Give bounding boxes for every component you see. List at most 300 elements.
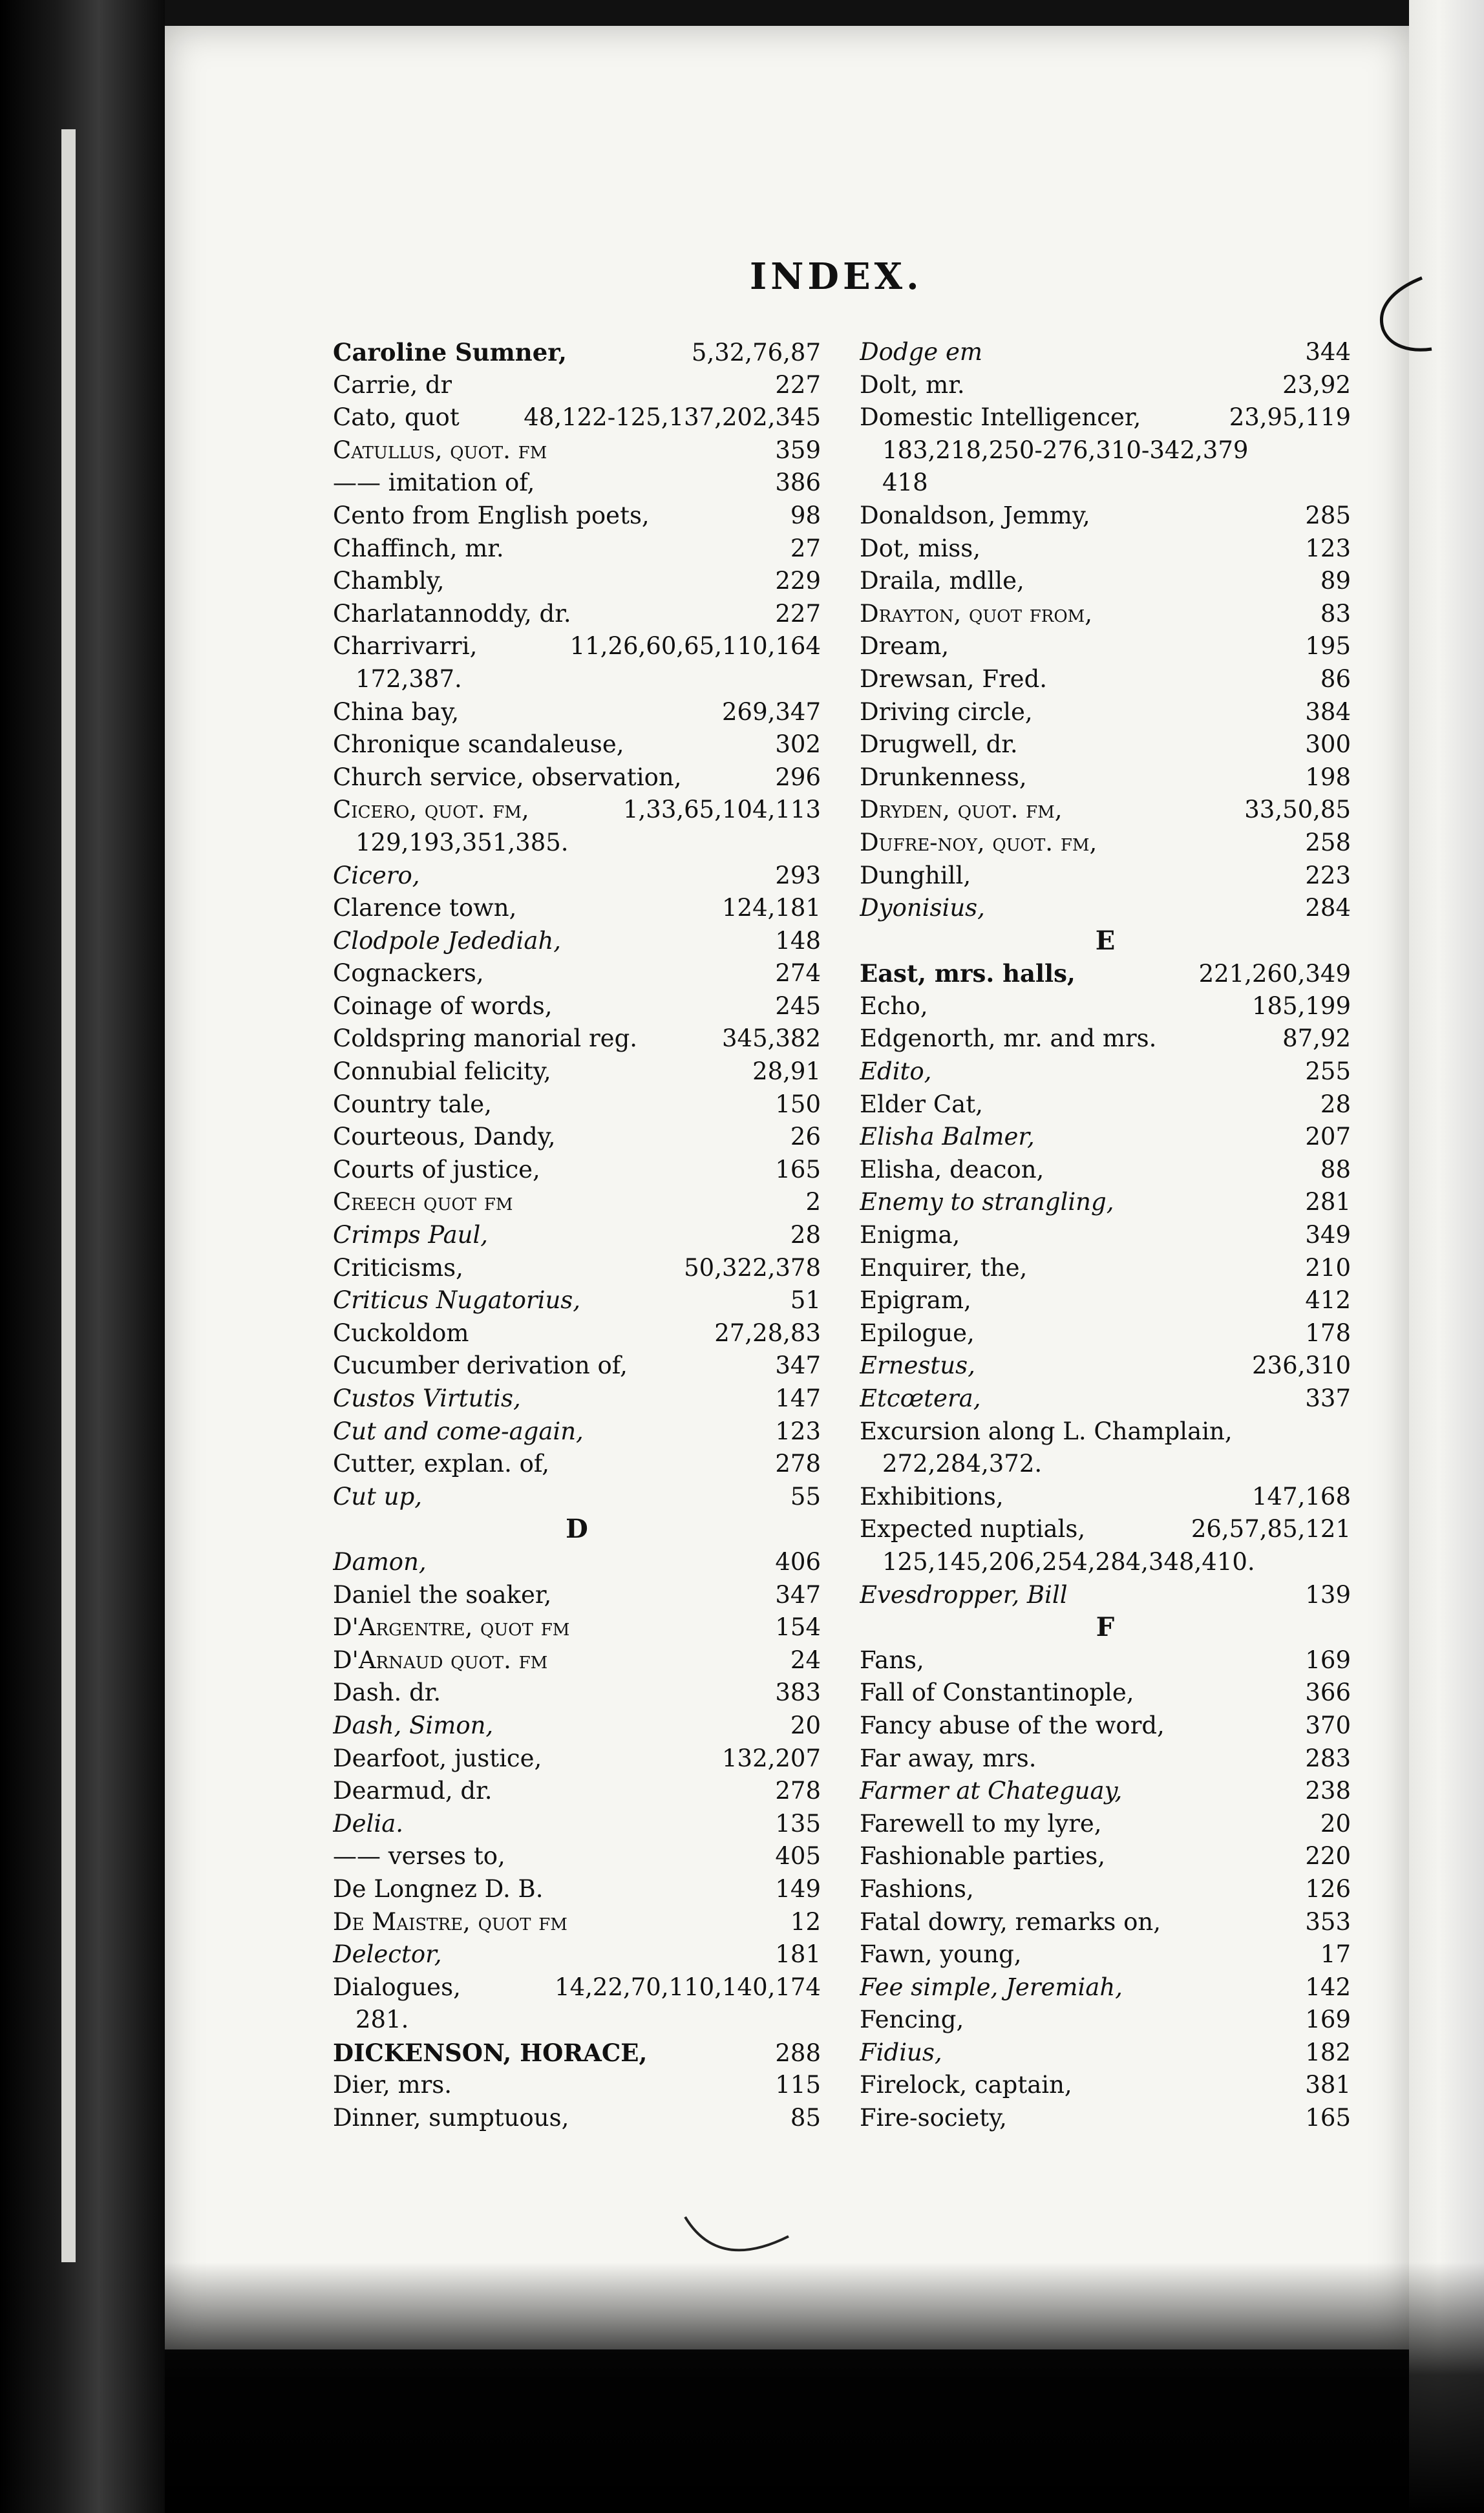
pen-mark bbox=[1364, 271, 1435, 362]
index-entry bbox=[860, 1416, 1351, 1448]
index-entry bbox=[333, 1971, 821, 2004]
index-entry bbox=[333, 336, 821, 369]
index-entry bbox=[333, 827, 821, 860]
index-entry bbox=[860, 467, 1351, 500]
entry-pages: 154 bbox=[775, 1613, 821, 1642]
index-entry bbox=[333, 1677, 821, 1710]
index-entry bbox=[333, 1611, 821, 1644]
entry-text: Country tale, bbox=[333, 1090, 492, 1118]
entry-text: Cicero, quot. fm, bbox=[333, 796, 529, 824]
entry-text: Dream, bbox=[860, 632, 949, 661]
index-entry bbox=[333, 990, 821, 1023]
entry-text: Criticisms, bbox=[333, 1253, 463, 1282]
entry-pages: 169 bbox=[1305, 1646, 1351, 1674]
index-entry bbox=[333, 1055, 821, 1088]
entry-pages: 87,92 bbox=[1282, 1024, 1351, 1053]
index-entry bbox=[333, 1317, 821, 1350]
entry-pages: 50,322,378 bbox=[684, 1253, 821, 1282]
entry-text: Dyonisius, bbox=[860, 894, 985, 922]
entry-pages: 258 bbox=[1305, 828, 1351, 856]
entry-pages: 366 bbox=[1305, 1679, 1351, 1707]
entry-pages: 26 bbox=[790, 1123, 821, 1151]
index-column-right bbox=[860, 336, 1351, 2135]
entry-text: Delector, bbox=[333, 1940, 442, 1969]
entry-pages: 83 bbox=[1320, 599, 1351, 628]
entry-pages: 150 bbox=[775, 1090, 821, 1118]
entry-text: 418 bbox=[882, 469, 928, 497]
index-entry bbox=[333, 1121, 821, 1154]
entry-pages: 337 bbox=[1305, 1384, 1351, 1412]
entry-pages: 169 bbox=[1305, 2006, 1351, 2034]
entry-text: D'Argentre, quot fm bbox=[333, 1613, 570, 1642]
section-letter bbox=[333, 1513, 821, 1546]
entry-text: Chronique scandaleuse, bbox=[333, 730, 624, 759]
index-entry bbox=[333, 1088, 821, 1121]
entry-text: Cut up, bbox=[333, 1482, 423, 1511]
index-entry bbox=[860, 1710, 1351, 1743]
entry-pages: 229 bbox=[775, 567, 821, 595]
entry-text: 172,387. bbox=[355, 664, 462, 693]
entry-text: Caroline Sumner, bbox=[333, 338, 567, 366]
entry-text: Far away, mrs. bbox=[860, 1744, 1037, 1772]
entry-pages: 98 bbox=[790, 501, 821, 529]
index-entry bbox=[333, 1873, 821, 1906]
entry-text: D bbox=[566, 1514, 588, 1545]
entry-pages: 11,26,60,65,110,164 bbox=[569, 632, 821, 661]
index-entry bbox=[860, 1088, 1351, 1121]
index-entry bbox=[860, 728, 1351, 761]
entry-pages: 28 bbox=[1320, 1090, 1351, 1118]
entry-text: Creech quot fm bbox=[333, 1188, 513, 1216]
index-entry bbox=[333, 1350, 821, 1383]
index-entry bbox=[333, 1416, 821, 1448]
entry-text: Dinner, sumptuous, bbox=[333, 2104, 569, 2132]
entry-pages: 278 bbox=[775, 1450, 821, 1478]
entry-pages: 178 bbox=[1305, 1319, 1351, 1347]
entry-text: Daniel the soaker, bbox=[333, 1580, 552, 1609]
entry-pages: 345,382 bbox=[721, 1024, 821, 1053]
index-entry bbox=[333, 1938, 821, 1971]
entry-pages: 5,32,76,87 bbox=[691, 339, 821, 366]
entry-pages: 238 bbox=[1305, 1777, 1351, 1805]
index-entry bbox=[333, 500, 821, 533]
index-entry bbox=[860, 892, 1351, 925]
index-entry bbox=[333, 533, 821, 566]
index-entry bbox=[333, 1840, 821, 1873]
entry-pages: 221,260,349 bbox=[1198, 960, 1351, 988]
entry-text: Damon, bbox=[333, 1547, 427, 1576]
index-entry bbox=[860, 1055, 1351, 1088]
entry-text: —— verses to, bbox=[333, 1842, 505, 1871]
index-entry bbox=[333, 728, 821, 761]
entry-text: Charrivarri, bbox=[333, 632, 478, 661]
entry-text: Drunkenness, bbox=[860, 763, 1027, 791]
entry-pages: 181 bbox=[775, 1940, 821, 1969]
entry-text: Exhibitions, bbox=[860, 1482, 1004, 1511]
entry-pages: 384 bbox=[1305, 697, 1351, 726]
entry-text: De Maistre, quot fm bbox=[333, 1907, 567, 1936]
entry-pages: 17 bbox=[1320, 1940, 1351, 1969]
entry-text: Drugwell, dr. bbox=[860, 730, 1018, 759]
entry-text: Cucumber derivation of, bbox=[333, 1352, 628, 1380]
entry-pages: 281 bbox=[1305, 1188, 1351, 1216]
index-entry bbox=[860, 1546, 1351, 1579]
entry-pages: 88 bbox=[1320, 1155, 1351, 1183]
entry-pages: 51 bbox=[790, 1286, 821, 1315]
entry-text: Dash, Simon, bbox=[333, 1711, 494, 1739]
entry-text: Drewsan, Fred. bbox=[860, 664, 1048, 693]
entry-pages: 347 bbox=[775, 1352, 821, 1380]
entry-pages: 182 bbox=[1305, 2038, 1351, 2066]
entry-text: 281. bbox=[355, 2006, 409, 2034]
index-entry bbox=[333, 401, 821, 434]
entry-text: Fashions, bbox=[860, 1874, 974, 1903]
entry-text: Cutter, explan. of, bbox=[333, 1450, 550, 1478]
index-entry bbox=[333, 892, 821, 925]
entry-text: Drayton, quot from, bbox=[860, 599, 1093, 628]
index-entry bbox=[860, 1677, 1351, 1710]
entry-text: Dearmud, dr. bbox=[333, 1777, 493, 1805]
entry-text: —— imitation of, bbox=[333, 469, 535, 497]
entry-pages: 236,310 bbox=[1251, 1352, 1351, 1380]
entry-text: E bbox=[1095, 925, 1116, 956]
entry-pages: 55 bbox=[790, 1482, 821, 1511]
index-entry bbox=[860, 1186, 1351, 1219]
entry-pages: 269,347 bbox=[721, 697, 821, 726]
entry-pages: 33,50,85 bbox=[1244, 796, 1351, 824]
entry-pages: 132,207 bbox=[721, 1744, 821, 1772]
entry-text: Dolt, mr. bbox=[860, 370, 965, 399]
entry-pages: 89 bbox=[1320, 567, 1351, 595]
index-entry bbox=[860, 2004, 1351, 2037]
entry-text: 272,284,372. bbox=[882, 1450, 1043, 1478]
entry-text: Enquirer, the, bbox=[860, 1253, 1028, 1282]
entry-text: Evesdropper, Bill bbox=[860, 1580, 1068, 1609]
entry-pages: 1,33,65,104,113 bbox=[623, 796, 821, 824]
entry-text: Fancy abuse of the word, bbox=[860, 1711, 1165, 1739]
entry-text: Echo, bbox=[860, 991, 928, 1020]
entry-pages: 359 bbox=[775, 436, 821, 464]
entry-pages: 227 bbox=[775, 370, 821, 399]
index-entry bbox=[333, 1743, 821, 1776]
entry-pages: 23,95,119 bbox=[1229, 403, 1351, 432]
entry-pages: 26,57,85,121 bbox=[1191, 1515, 1351, 1543]
entry-text: Dodge em bbox=[860, 338, 982, 366]
entry-pages: 85 bbox=[790, 2104, 821, 2132]
entry-text: Dot, miss, bbox=[860, 534, 980, 562]
index-entry bbox=[860, 1023, 1351, 1055]
index-entry bbox=[333, 663, 821, 696]
entry-text: Fatal dowry, remarks on, bbox=[860, 1907, 1161, 1936]
entry-pages: 381 bbox=[1305, 2071, 1351, 2099]
entry-pages: 139 bbox=[1305, 1580, 1351, 1609]
entry-text: Chaffinch, mr. bbox=[333, 534, 504, 562]
entry-text: Courteous, Dandy, bbox=[333, 1123, 556, 1151]
entry-pages: 284 bbox=[1305, 894, 1351, 922]
entry-text: Elisha Balmer, bbox=[860, 1123, 1035, 1151]
index-entry bbox=[860, 500, 1351, 533]
index-column-left bbox=[333, 336, 821, 2135]
index-entry bbox=[333, 1154, 821, 1187]
entry-pages: 24 bbox=[790, 1646, 821, 1674]
entry-pages: 288 bbox=[775, 2039, 821, 2067]
index-entry bbox=[333, 1546, 821, 1579]
book-spine bbox=[0, 0, 165, 2513]
entry-pages: 386 bbox=[775, 469, 821, 497]
entry-text: Fidius, bbox=[860, 2038, 942, 2066]
section-letter bbox=[860, 1611, 1351, 1644]
index-entry bbox=[860, 1121, 1351, 1154]
index-entry bbox=[333, 1284, 821, 1317]
index-entry bbox=[860, 1743, 1351, 1776]
entry-text: Clarence town, bbox=[333, 894, 517, 922]
index-entry bbox=[860, 336, 1351, 369]
entry-text: Dunghill, bbox=[860, 861, 971, 889]
entry-pages: 148 bbox=[775, 926, 821, 955]
entry-pages: 245 bbox=[775, 991, 821, 1020]
entry-pages: 165 bbox=[1305, 2104, 1351, 2132]
index-entry bbox=[333, 369, 821, 402]
index-entry bbox=[333, 1808, 821, 1841]
entry-pages: 210 bbox=[1305, 1253, 1351, 1282]
index-entry bbox=[860, 1317, 1351, 1350]
entry-text: Expected nuptials, bbox=[860, 1515, 1086, 1543]
entry-text: Edito, bbox=[860, 1057, 932, 1086]
index-entry bbox=[860, 1873, 1351, 1906]
index-entry bbox=[860, 533, 1351, 566]
entry-text: Charlatannoddy, dr. bbox=[333, 599, 571, 628]
index-entry bbox=[860, 990, 1351, 1023]
entry-pages: 123 bbox=[1305, 534, 1351, 562]
entry-pages: 207 bbox=[1305, 1123, 1351, 1151]
index-entry bbox=[333, 1775, 821, 1808]
entry-text: Etcœtera, bbox=[860, 1384, 981, 1412]
index-entry bbox=[860, 598, 1351, 631]
index-entry bbox=[860, 1481, 1351, 1514]
entry-text: Catullus, quot. fm bbox=[333, 436, 547, 464]
entry-text: Draila, mdlle, bbox=[860, 567, 1024, 595]
entry-pages: 349 bbox=[1305, 1221, 1351, 1249]
pen-mark bbox=[679, 2211, 795, 2269]
index-entry bbox=[333, 1906, 821, 1939]
entry-pages: 283 bbox=[1305, 1744, 1351, 1772]
entry-pages: 406 bbox=[775, 1547, 821, 1576]
entry-pages: 293 bbox=[775, 861, 821, 889]
entry-text: Dier, mrs. bbox=[333, 2071, 452, 2099]
index-entry bbox=[860, 434, 1351, 467]
entry-pages: 347 bbox=[775, 1580, 821, 1609]
index-entry bbox=[333, 1219, 821, 1252]
index-entry bbox=[860, 2102, 1351, 2135]
entry-text: Coldspring manorial reg. bbox=[333, 1024, 638, 1053]
entry-text: Driving circle, bbox=[860, 697, 1033, 726]
index-entry bbox=[860, 761, 1351, 794]
index-entry bbox=[333, 2069, 821, 2102]
index-entry bbox=[860, 663, 1351, 696]
entry-pages: 142 bbox=[1305, 1973, 1351, 2001]
index-entry bbox=[860, 696, 1351, 729]
index-entry bbox=[333, 1481, 821, 1514]
index-entry bbox=[860, 794, 1351, 827]
entry-pages: 198 bbox=[1305, 763, 1351, 791]
entry-pages: 353 bbox=[1305, 1907, 1351, 1936]
entry-text: DICKENSON, HORACE, bbox=[333, 2038, 648, 2067]
entry-text: Edgenorth, mr. and mrs. bbox=[860, 1024, 1157, 1053]
entry-pages: 28 bbox=[790, 1221, 821, 1249]
entry-pages: 2 bbox=[805, 1188, 821, 1216]
entry-pages: 147 bbox=[775, 1384, 821, 1412]
entry-pages: 195 bbox=[1305, 632, 1351, 661]
entry-pages: 278 bbox=[775, 1777, 821, 1805]
index-entry bbox=[333, 696, 821, 729]
entry-text: Epilogue, bbox=[860, 1319, 975, 1347]
index-entry bbox=[860, 860, 1351, 893]
index-entry bbox=[333, 2004, 821, 2037]
index-entry bbox=[333, 2102, 821, 2135]
entry-text: Fashionable parties, bbox=[860, 1842, 1105, 1871]
entry-pages: 405 bbox=[775, 1842, 821, 1871]
index-entry bbox=[333, 598, 821, 631]
entry-text: Fire-society, bbox=[860, 2104, 1007, 2132]
entry-text: Fee simple, Jeremiah, bbox=[860, 1973, 1123, 2001]
index-entry bbox=[860, 1383, 1351, 1416]
entry-pages: 147,168 bbox=[1251, 1482, 1351, 1511]
index-entry bbox=[860, 1513, 1351, 1546]
index-entry bbox=[333, 1383, 821, 1416]
index-entry bbox=[860, 1775, 1351, 1808]
index-entry bbox=[333, 761, 821, 794]
index-entry bbox=[860, 1284, 1351, 1317]
entry-text: Clodpole Jedediah, bbox=[333, 926, 562, 955]
index-entry bbox=[860, 369, 1351, 402]
index-entry bbox=[333, 565, 821, 598]
entry-pages: 20 bbox=[790, 1711, 821, 1739]
bottom-shadow bbox=[165, 2262, 1484, 2513]
index-entry bbox=[860, 1350, 1351, 1383]
entry-text: Cuckoldom bbox=[333, 1319, 469, 1347]
entry-text: Coinage of words, bbox=[333, 991, 553, 1020]
index-entry bbox=[333, 1579, 821, 1612]
entry-pages: 344 bbox=[1305, 338, 1351, 366]
entry-pages: 28,91 bbox=[752, 1057, 821, 1086]
entry-text: Dearfoot, justice, bbox=[333, 1744, 542, 1772]
entry-text: China bay, bbox=[333, 697, 460, 726]
index-entry bbox=[860, 827, 1351, 860]
index-entry bbox=[333, 1252, 821, 1285]
entry-text: Domestic Intelligencer, bbox=[860, 403, 1141, 432]
entry-text: Dialogues, bbox=[333, 1973, 461, 2001]
entry-pages: 285 bbox=[1305, 501, 1351, 529]
entry-pages: 274 bbox=[775, 959, 821, 988]
entry-text: De Longnez D. B. bbox=[333, 1874, 544, 1903]
index-entry bbox=[860, 401, 1351, 434]
index-entry bbox=[860, 957, 1351, 990]
entry-text: Farewell to my lyre, bbox=[860, 1809, 1102, 1838]
entry-pages: 124,181 bbox=[721, 894, 821, 922]
index-entry bbox=[333, 1644, 821, 1677]
section-letter bbox=[860, 925, 1351, 958]
index-entry bbox=[333, 2037, 821, 2070]
entry-pages: 48,122-125,137,202,345 bbox=[524, 403, 821, 432]
entry-pages: 126 bbox=[1305, 1874, 1351, 1903]
entry-text: Fall of Constantinople, bbox=[860, 1679, 1134, 1707]
entry-text: Ernestus, bbox=[860, 1352, 975, 1380]
entry-pages: 135 bbox=[775, 1809, 821, 1838]
entry-pages: 296 bbox=[775, 763, 821, 791]
index-entry bbox=[333, 1186, 821, 1219]
entry-text: Firelock, captain, bbox=[860, 2071, 1072, 2099]
index-entry bbox=[333, 1448, 821, 1481]
entry-pages: 412 bbox=[1305, 1286, 1351, 1315]
index-entry bbox=[860, 1840, 1351, 1873]
index-entry bbox=[333, 1023, 821, 1055]
page-title: INDEX. bbox=[750, 255, 923, 298]
index-entry bbox=[860, 1448, 1351, 1481]
page-right-edge bbox=[1409, 0, 1484, 2513]
spine-edge bbox=[61, 129, 76, 2262]
entry-text: D'Arnaud quot. fm bbox=[333, 1646, 548, 1674]
index-entry bbox=[860, 1971, 1351, 2004]
entry-text: Fencing, bbox=[860, 2006, 964, 2034]
entry-pages: 20 bbox=[1320, 1809, 1351, 1838]
index-entry bbox=[860, 1808, 1351, 1841]
entry-pages: 370 bbox=[1305, 1711, 1351, 1739]
index-entry bbox=[860, 2069, 1351, 2102]
entry-text: Donaldson, Jemmy, bbox=[860, 501, 1090, 529]
index-entry bbox=[860, 1154, 1351, 1187]
entry-text: Delia. bbox=[333, 1809, 404, 1838]
entry-text: East, mrs. halls, bbox=[860, 959, 1076, 988]
entry-text: Cento from English poets, bbox=[333, 501, 650, 529]
entry-text: Enemy to strangling, bbox=[860, 1188, 1114, 1216]
entry-pages: 27 bbox=[790, 534, 821, 562]
index-entry bbox=[860, 1938, 1351, 1971]
entry-text: Chambly, bbox=[333, 567, 445, 595]
index-entry bbox=[333, 467, 821, 500]
entry-pages: 86 bbox=[1320, 664, 1351, 693]
entry-text: Carrie, dr bbox=[333, 370, 452, 399]
entry-text: Criticus Nugatorius, bbox=[333, 1286, 581, 1315]
index-entry bbox=[860, 630, 1351, 663]
entry-pages: 23,92 bbox=[1282, 370, 1351, 399]
entry-pages: 27,28,83 bbox=[714, 1319, 821, 1347]
index-entry bbox=[333, 925, 821, 958]
entry-text: Fans, bbox=[860, 1646, 924, 1674]
entry-text: Dryden, quot. fm, bbox=[860, 796, 1063, 824]
entry-text: Farmer at Chateguay, bbox=[860, 1777, 1123, 1805]
entry-text: Cut and come-again, bbox=[333, 1417, 584, 1445]
entry-text: Courts of justice, bbox=[333, 1155, 540, 1183]
entry-text: Excursion along L. Champlain, bbox=[860, 1417, 1233, 1445]
entry-pages: 185,199 bbox=[1251, 991, 1351, 1020]
index-entry bbox=[860, 565, 1351, 598]
index-entry bbox=[333, 630, 821, 663]
entry-pages: 255 bbox=[1305, 1057, 1351, 1086]
index-entry bbox=[333, 860, 821, 893]
entry-text: Crimps Paul, bbox=[333, 1221, 489, 1249]
index-entry bbox=[333, 794, 821, 827]
index-entry bbox=[860, 2037, 1351, 2070]
entry-pages: 227 bbox=[775, 599, 821, 628]
entry-pages: 165 bbox=[775, 1155, 821, 1183]
entry-pages: 300 bbox=[1305, 730, 1351, 759]
index-entry bbox=[860, 1252, 1351, 1285]
entry-pages: 302 bbox=[775, 730, 821, 759]
index-entry bbox=[860, 1219, 1351, 1252]
entry-pages: 14,22,70,110,140,174 bbox=[555, 1973, 821, 2001]
entry-pages: 383 bbox=[775, 1679, 821, 1707]
entry-text: 183,218,250-276,310-342,379 bbox=[882, 436, 1249, 464]
